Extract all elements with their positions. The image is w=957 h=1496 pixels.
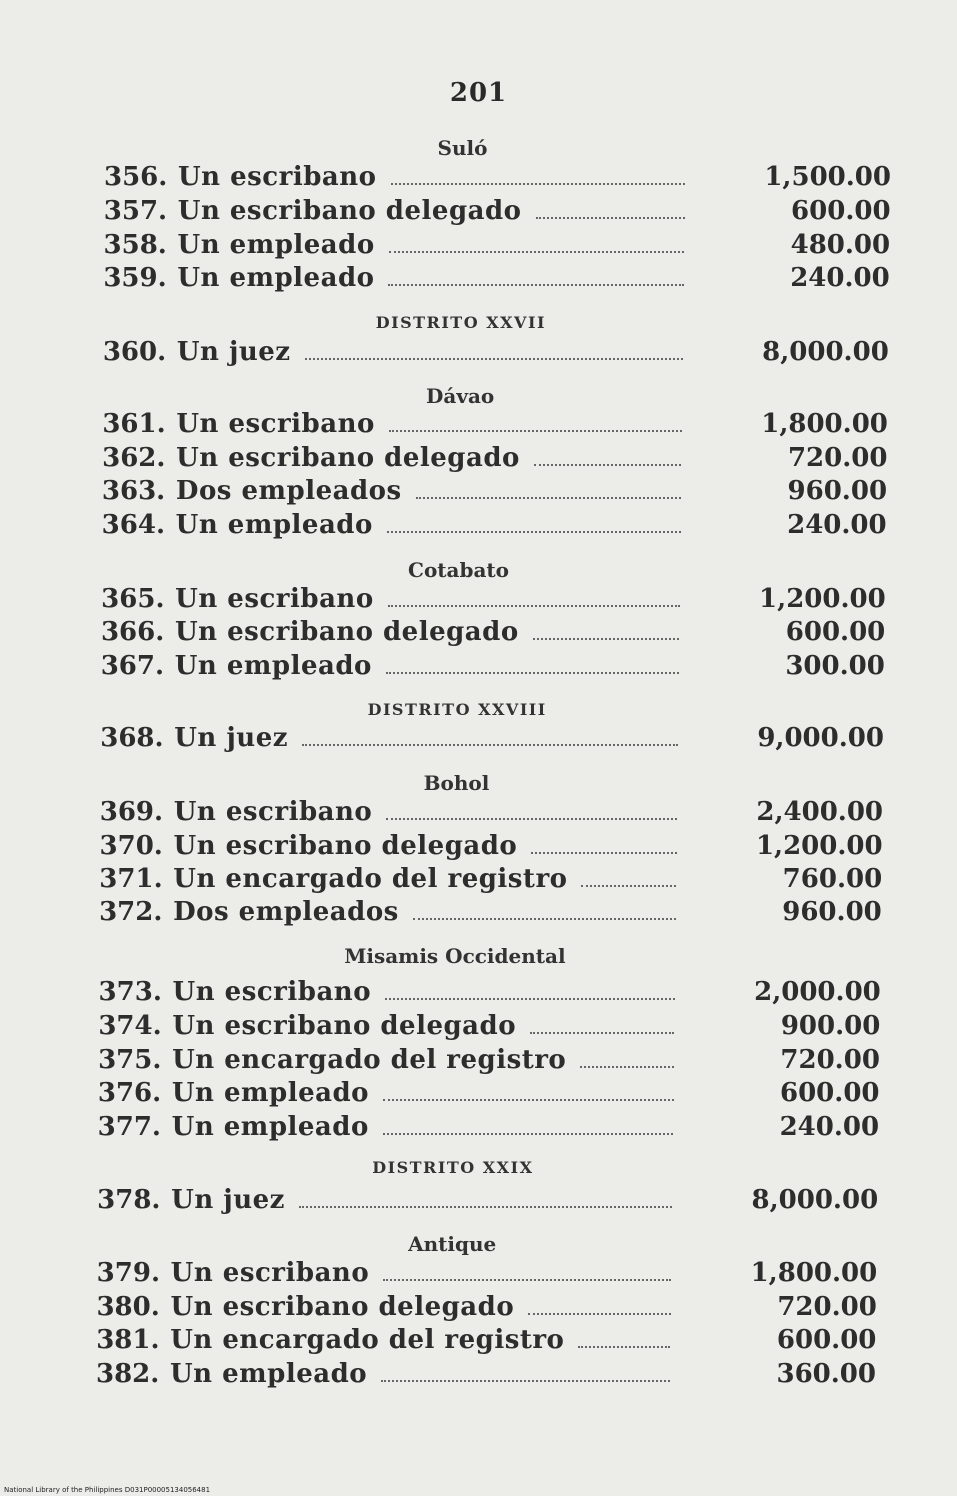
item-amount: 900.00 [780, 1011, 881, 1041]
item-number: 381. [96, 1325, 160, 1355]
item-amount: 1,200.00 [759, 584, 886, 614]
dot-leader [389, 251, 684, 253]
item-description: Un empleado [174, 651, 372, 681]
dot-leader [302, 744, 678, 746]
dot-leader [528, 1313, 671, 1315]
line-item [102, 508, 887, 542]
line-item [99, 895, 882, 929]
line-item [102, 441, 887, 475]
district-heading: DISTRITO XXVIII [367, 700, 547, 719]
item-description: Un juez [176, 337, 291, 367]
line-item [99, 862, 882, 896]
item-description: Un empleado [177, 230, 375, 260]
item-description: Un escribano [172, 977, 372, 1007]
province-heading: Dávao [426, 384, 495, 408]
item-description: Un escribano delegado [172, 1011, 517, 1041]
district-heading: DISTRITO XXIX [372, 1158, 534, 1177]
item-amount: 2,000.00 [754, 977, 881, 1007]
province-heading: Bohol [423, 771, 490, 795]
dot-leader [530, 1032, 674, 1034]
line-item [101, 649, 885, 683]
item-number: 366. [100, 617, 165, 647]
item-amount: 960.00 [787, 476, 888, 506]
province-heading: Misamis Occidental [344, 944, 566, 968]
line-item [99, 975, 881, 1009]
line-item [104, 160, 891, 194]
item-amount: 240.00 [779, 1112, 880, 1142]
item-number: 382. [96, 1359, 160, 1389]
province-heading: Antique [408, 1232, 497, 1256]
item-number: 367. [100, 651, 165, 681]
scan-footer: National Library of the Philippines D031P00005134056481 [4, 1486, 211, 1494]
dot-leader [389, 430, 682, 432]
item-number: 372. [99, 897, 163, 927]
item-number: 357. [103, 196, 168, 226]
dot-leader [533, 638, 680, 640]
item-number: 369. [99, 797, 164, 827]
item-description: Un escribano delegado [170, 1292, 515, 1322]
item-description: Un escribano delegado [173, 831, 518, 861]
item-amount: 2,400.00 [756, 797, 884, 827]
item-description: Un encargado del registro [170, 1325, 565, 1355]
item-description: Un juez [174, 723, 288, 753]
line-item [98, 1009, 880, 1043]
dot-leader [391, 183, 686, 185]
line-item [100, 721, 884, 755]
item-description: Un escribano [176, 409, 375, 439]
line-item [100, 829, 883, 863]
line-item [104, 194, 891, 228]
dot-leader [388, 605, 680, 607]
item-number: 364. [101, 510, 165, 540]
item-description: Un empleado [171, 1078, 370, 1108]
item-number: 358. [103, 230, 167, 260]
item-amount: 760.00 [782, 864, 883, 894]
item-amount: 240.00 [790, 263, 890, 293]
dot-leader [386, 818, 677, 820]
dot-leader [383, 1099, 673, 1101]
dot-leader [413, 918, 676, 920]
item-amount: 600.00 [776, 1325, 877, 1355]
item-amount: 300.00 [785, 651, 885, 681]
item-number: 378. [97, 1185, 161, 1215]
dot-leader [580, 1066, 674, 1068]
dot-leader [383, 1133, 673, 1135]
dot-leader [578, 1346, 670, 1348]
line-item [97, 1183, 878, 1217]
dot-leader [305, 358, 683, 360]
dot-leader [385, 998, 675, 1000]
item-number: 374. [98, 1011, 162, 1041]
line-item [104, 228, 891, 262]
dot-leader [299, 1206, 672, 1208]
dot-leader [536, 217, 685, 219]
item-amount: 8,000.00 [762, 337, 889, 367]
item-number: 359. [103, 263, 167, 293]
item-description: Un escribano [178, 162, 377, 192]
item-amount: 1,500.00 [764, 162, 891, 192]
item-description: Un escribano [175, 584, 374, 614]
item-description: Un escribano delegado [176, 443, 520, 473]
line-item [101, 615, 885, 649]
item-number: 361. [102, 409, 166, 439]
line-item [100, 795, 883, 829]
item-description: Un escribano [170, 1258, 370, 1288]
dot-leader [383, 1279, 671, 1281]
item-description: Dos empleados [173, 897, 399, 927]
item-description: Un empleado [177, 263, 375, 293]
item-number: 380. [96, 1292, 160, 1322]
item-amount: 360.00 [776, 1359, 876, 1389]
line-item [103, 261, 889, 295]
page-number: 201 [449, 78, 508, 108]
item-amount: 600.00 [780, 1078, 880, 1108]
item-number: 376. [97, 1078, 162, 1108]
line-item [102, 407, 888, 441]
line-item [103, 335, 889, 369]
item-number: 370. [99, 831, 163, 861]
item-amount: 240.00 [787, 510, 887, 540]
dot-leader [387, 531, 681, 533]
dot-leader [388, 284, 683, 286]
line-item [101, 582, 886, 616]
item-amount: 9,000.00 [757, 723, 884, 753]
district-heading: DISTRITO XXVII [375, 313, 546, 332]
item-number: 373. [98, 977, 162, 1007]
item-amount: 720.00 [787, 443, 888, 473]
item-amount: 600.00 [791, 196, 891, 226]
line-item [98, 1076, 880, 1110]
item-amount: 8,000.00 [751, 1185, 879, 1215]
item-description: Un escribano [173, 797, 373, 827]
dot-leader [534, 464, 682, 466]
item-amount: 720.00 [780, 1045, 880, 1075]
dot-leader [386, 672, 679, 674]
item-number: 362. [102, 443, 166, 473]
item-number: 377. [97, 1112, 161, 1142]
item-description: Dos empleados [175, 476, 402, 506]
dot-leader [381, 1380, 670, 1382]
item-amount: 480.00 [790, 230, 891, 260]
item-description: Un encargado del registro [172, 1045, 567, 1075]
item-amount: 600.00 [785, 617, 886, 647]
item-description: Un empleado [171, 1112, 369, 1142]
item-number: 356. [104, 162, 168, 192]
item-amount: 1,200.00 [755, 831, 883, 861]
item-description: Un encargado del registro [173, 864, 568, 894]
item-number: 368. [100, 723, 164, 753]
item-amount: 960.00 [782, 897, 882, 927]
line-item [102, 474, 887, 508]
item-number: 360. [102, 337, 167, 367]
dot-leader [531, 852, 676, 854]
item-description: Un escribano delegado [174, 617, 519, 647]
line-item [96, 1357, 876, 1391]
item-number: 371. [99, 864, 163, 894]
item-description: Un escribano delegado [177, 196, 522, 226]
item-number: 375. [98, 1045, 162, 1075]
line-item [98, 1110, 879, 1144]
line-item [96, 1290, 876, 1324]
province-heading: Cotabato [408, 558, 510, 582]
dot-leader [416, 497, 681, 499]
item-amount: 1,800.00 [761, 409, 888, 439]
item-description: Un empleado [170, 1359, 368, 1389]
line-item [97, 1256, 878, 1290]
item-description: Un juez [171, 1185, 285, 1215]
item-description: Un empleado [175, 510, 373, 540]
province-heading: Suló [437, 136, 488, 160]
dot-leader [581, 885, 676, 887]
item-amount: 1,800.00 [750, 1258, 878, 1288]
line-item [98, 1043, 880, 1077]
line-item [96, 1323, 876, 1357]
item-amount: 720.00 [777, 1292, 877, 1322]
item-number: 365. [101, 584, 165, 614]
item-number: 363. [101, 476, 166, 506]
item-number: 379. [96, 1258, 160, 1288]
